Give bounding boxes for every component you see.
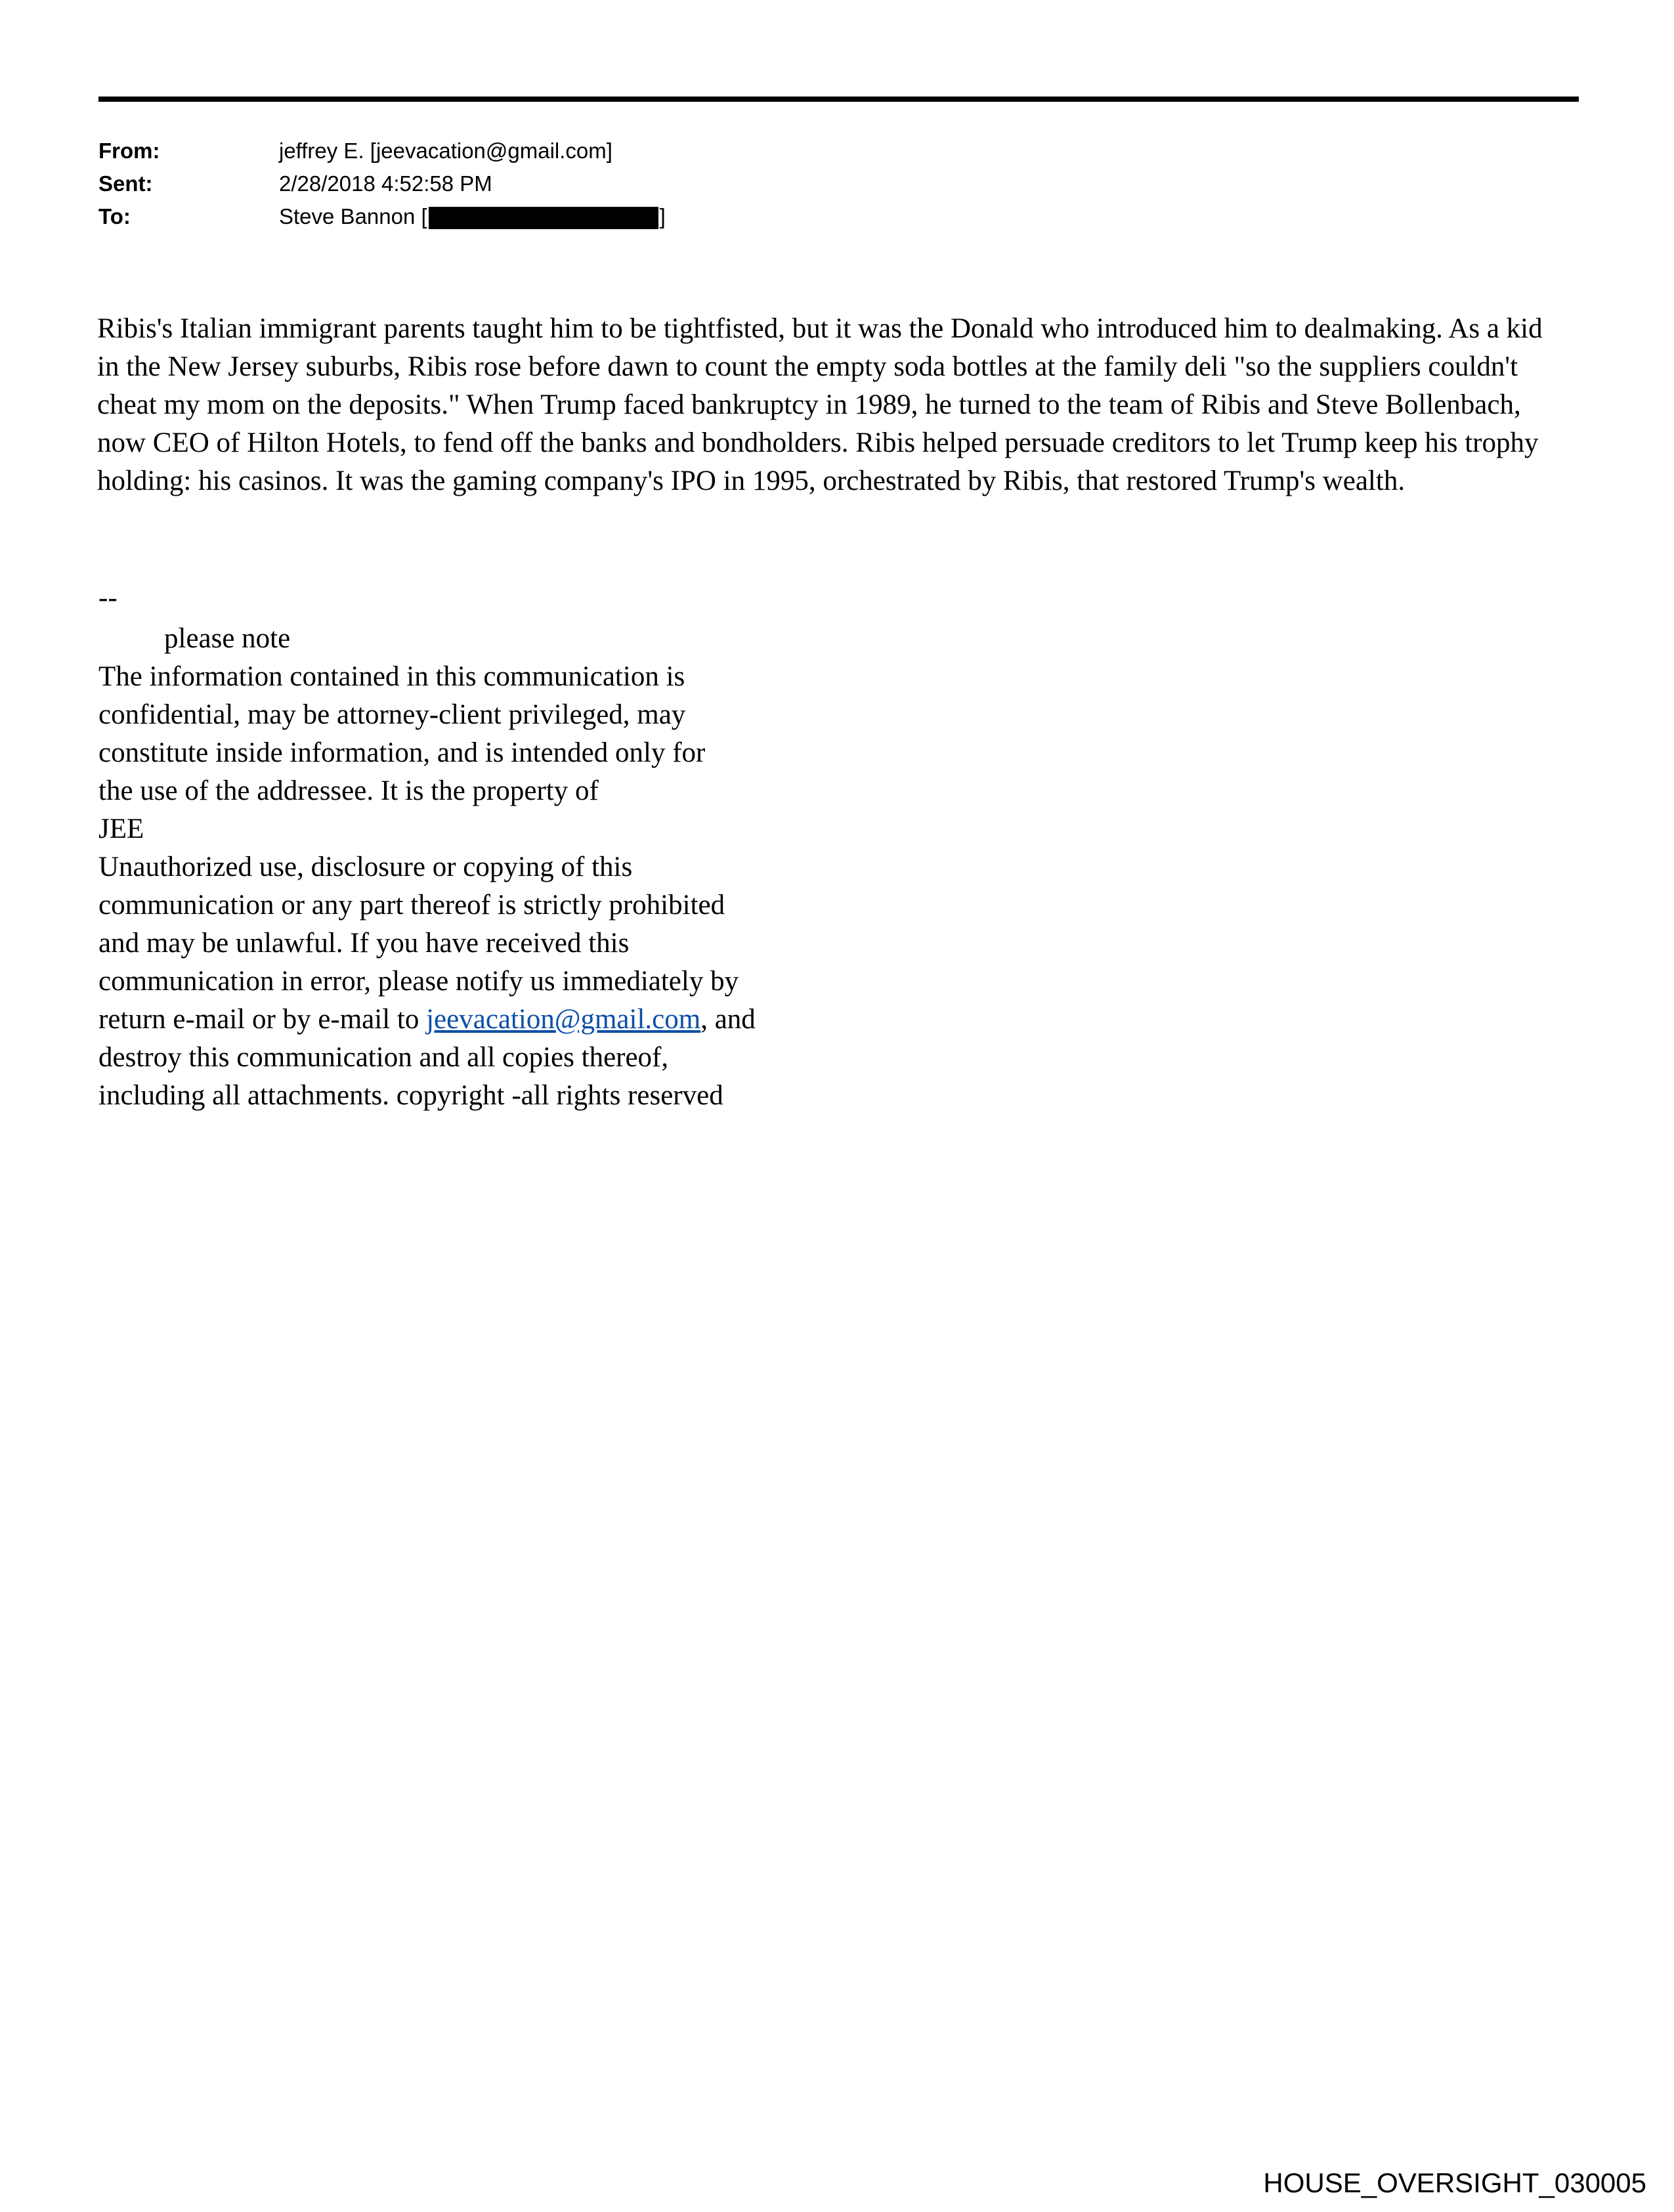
disclaimer-line: confidential, may be attorney-client privileged, may	[98, 699, 686, 730]
from-row	[98, 135, 666, 167]
email-body-paragraph: Ribis's Italian immigrant parents taught him to be tightfisted, but it was the Donald who introduced him to dealmaking. As a kid in the New Jersey suburbs, Ribis rose before dawn to count the empty soda bottles at the family deli "so the suppliers couldn't cheat my mom on the deposits." When Trump faced bankruptcy in 1989, he turned to the team of Ribis and Steve Bollenbach, now CEO of Hilton Hotels, to fend off the banks and bondholders. Ribis helped persuade creditors to let Trump keep his trophy holding: his casinos. It was the gaming company's IPO in 1995, orchestrated by Ribis, that restored Trump's wealth.	[97, 313, 1543, 496]
to-row	[98, 200, 666, 233]
sent-label: Sent:	[98, 171, 153, 196]
bates-number: HOUSE_OVERSIGHT_030005	[1263, 2167, 1646, 2198]
to-value	[279, 200, 666, 233]
disclaimer-line: and may be unlawful. If you have received this	[98, 928, 630, 959]
email-address-link[interactable]: jeevacation@gmail.com	[426, 1004, 701, 1035]
disclaimer-line: communication or any part thereof is strictly prohibited	[98, 890, 725, 921]
from-value: jeffrey E. [jeevacation@gmail.com]	[279, 139, 612, 163]
sent-row	[98, 167, 666, 200]
signature-separator: --	[98, 582, 118, 613]
disclaimer-line: communication in error, please notify us immediately by	[98, 966, 739, 997]
disclaimer-line: constitute inside information, and is intended only for	[98, 737, 706, 768]
to-value-prefix: Steve Bannon [	[279, 204, 427, 228]
disclaimer-line: the use of the addressee. It is the property of	[98, 775, 599, 806]
redaction-bar	[429, 207, 658, 229]
disclaimer-line: The information contained in this communication is	[98, 661, 685, 692]
disclaimer-link-suffix: , and	[700, 1004, 756, 1035]
to-label: To:	[98, 204, 131, 228]
disclaimer-line: JEE	[98, 813, 144, 844]
header-divider-rule	[98, 97, 1579, 102]
disclaimer-link-line	[98, 1001, 919, 1039]
sent-value: 2/28/2018 4:52:58 PM	[279, 171, 492, 196]
disclaimer-line: Unauthorized use, disclosure or copying of this	[98, 852, 633, 882]
confidentiality-notice	[98, 620, 919, 1115]
disclaimer-line: including all attachments. copyright -all rights reserved	[98, 1080, 723, 1111]
please-note-title: please note	[164, 623, 291, 654]
from-label: From:	[98, 139, 160, 163]
email-header-block	[98, 135, 666, 233]
disclaimer-line: destroy this communication and all copies thereof,	[98, 1042, 669, 1073]
disclaimer-link-prefix: return e-mail or by e-mail to	[98, 1004, 427, 1035]
to-value-suffix: ]	[659, 204, 666, 228]
